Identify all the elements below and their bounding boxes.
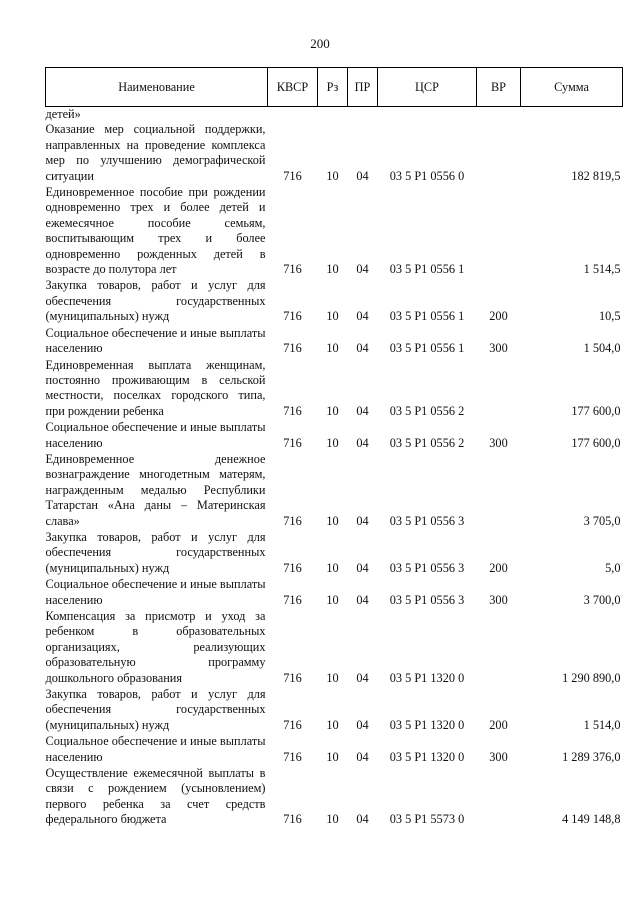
table-row: [46, 452, 623, 530]
header-sum: Сумма: [521, 68, 623, 107]
header-name: Наименование: [46, 68, 268, 107]
cell-pr: 04: [356, 341, 369, 356]
cell-rz: 10: [326, 812, 339, 827]
cell-rz: 10: [326, 560, 339, 575]
cell-sum: 3 700,0: [583, 592, 621, 607]
cell-name: Единовременная выплата женщинам, постоянно проживающим в сельской местности, поселках городского типа, при рождении ребенка: [45, 357, 266, 418]
cell-vr: 300: [489, 341, 508, 356]
cell-vr: 300: [489, 749, 508, 764]
header-pr: ПР: [348, 68, 378, 107]
cell-csr: 03 5 P1 0556 1: [389, 262, 465, 277]
cell-sum: 177 600,0: [571, 403, 621, 418]
cell-pr: 04: [356, 168, 369, 183]
cell-kvsr: 716: [283, 560, 302, 575]
header-vr: ВР: [477, 68, 521, 107]
cell-csr: 03 5 P1 1320 0: [389, 717, 465, 732]
cell-kvsr: 716: [283, 168, 302, 183]
cell-kvsr: 716: [283, 812, 302, 827]
cell-name: Оказание мер социальной поддержки, направленных на проведение комплекса мер по улучшению демографической ситуации: [45, 122, 266, 183]
table-row: [46, 358, 623, 421]
table-row: [46, 687, 623, 734]
cell-sum: 182 819,5: [571, 168, 621, 183]
cell-name: Социальное обеспечение и иные выплаты населению: [45, 734, 266, 764]
cell-name: Закупка товаров, работ и услуг для обеспечения государственных (муниципальных) нужд: [45, 278, 266, 324]
cell-pr: 04: [356, 309, 369, 324]
cell-vr: [477, 766, 521, 829]
cell-csr: 03 5 P1 1320 0: [389, 749, 465, 764]
cell-vr: 300: [489, 435, 508, 450]
cell-name: Осуществление ежемесячной выплаты в связи с рождением (усыновлением) первого ребенка за счет средств федерального бюджета: [45, 766, 266, 827]
cell-csr: 03 5 P1 0556 0: [389, 168, 465, 183]
continuation-text: детей»: [45, 107, 81, 121]
cell-vr: 200: [489, 717, 508, 732]
cell-csr: 03 5 P1 0556 2: [389, 435, 465, 450]
table-row: [46, 766, 623, 829]
cell-kvsr: 716: [283, 309, 302, 324]
cell-name: Социальное обеспечение и иные выплаты населению: [45, 577, 266, 607]
table-row: [46, 122, 623, 185]
cell-name: Закупка товаров, работ и услуг для обеспечения государственных (муниципальных) нужд: [45, 529, 266, 575]
cell-pr: 04: [356, 403, 369, 418]
cell-kvsr: 716: [283, 341, 302, 356]
cell-pr: 04: [356, 717, 369, 732]
cell-pr: 04: [356, 812, 369, 827]
cell-rz: 10: [326, 717, 339, 732]
cell-rz: 10: [326, 435, 339, 450]
cell-name: Единовременное денежное вознаграждение многодетным матерям, награжденным медалью Республики Татарстан «Ана даны – Материнская слава»: [45, 451, 266, 528]
table-row: [46, 609, 623, 687]
cell-sum: 1 514,0: [583, 717, 621, 732]
cell-sum: 3 705,0: [583, 513, 621, 528]
table-row: [46, 734, 623, 766]
cell-name: Закупка товаров, работ и услуг для обеспечения государственных (муниципальных) нужд: [45, 687, 266, 732]
table-row: [46, 577, 623, 609]
cell-pr: 04: [356, 592, 369, 607]
cell-name: Единовременное пособие при рождении одновременно трех и более детей и ежемесячное пособие семьям, воспитывающим трех и более одновременно рожденных детей в возрасте до полутора лет: [45, 185, 266, 277]
cell-rz: 10: [326, 309, 339, 324]
cell-kvsr: 716: [283, 670, 302, 685]
cell-vr: [477, 122, 521, 185]
cell-kvsr: 716: [283, 262, 302, 277]
cell-rz: 10: [326, 168, 339, 183]
cell-pr: 04: [356, 749, 369, 764]
cell-csr: 03 5 P1 0556 3: [389, 592, 465, 607]
table-row: [46, 185, 623, 278]
cell-vr: 300: [489, 592, 508, 607]
cell-rz: 10: [326, 403, 339, 418]
cell-csr: 03 5 P1 0556 3: [389, 560, 465, 575]
cell-rz: 10: [326, 749, 339, 764]
cell-pr: 04: [356, 513, 369, 528]
cell-sum: 5,0: [605, 560, 621, 575]
cell-csr: 03 5 P1 5573 0: [389, 812, 465, 827]
header-csr: ЦСР: [378, 68, 477, 107]
cell-sum: 4 149 148,8: [562, 812, 621, 827]
table-row: [46, 326, 623, 358]
table-row: [46, 420, 623, 452]
cell-vr: 200: [489, 560, 508, 575]
cell-sum: 1 504,0: [583, 341, 621, 356]
cell-vr: [477, 452, 521, 530]
cell-sum: 1 289 376,0: [562, 749, 621, 764]
cell-csr: 03 5 P1 0556 3: [389, 513, 465, 528]
cell-vr: [477, 358, 521, 421]
cell-pr: 04: [356, 670, 369, 685]
cell-rz: 10: [326, 341, 339, 356]
cell-csr: 03 5 P1 1320 0: [389, 670, 465, 685]
cell-name: Компенсация за присмотр и уход за ребенком в образовательных организациях, реализующих образовательную программу дошкольного образования: [45, 609, 266, 685]
cell-sum: 1 290 890,0: [562, 670, 621, 685]
cell-rz: 10: [326, 513, 339, 528]
cell-rz: 10: [326, 670, 339, 685]
table-row: [46, 530, 623, 577]
header-kvsr: КВСР: [268, 68, 318, 107]
budget-table: [45, 67, 623, 829]
cell-csr: 03 5 P1 0556 1: [389, 309, 465, 324]
cell-kvsr: 716: [283, 435, 302, 450]
cell-vr: [477, 609, 521, 687]
cell-name: Социальное обеспечение и иные выплаты населению: [45, 325, 266, 356]
header-rz: Рз: [318, 68, 348, 107]
cell-csr: 03 5 P1 0556 2: [389, 403, 465, 418]
cell-pr: 04: [356, 262, 369, 277]
cell-vr: [477, 185, 521, 278]
cell-kvsr: 716: [283, 749, 302, 764]
page-number: 200: [310, 36, 330, 51]
cell-kvsr: 716: [283, 403, 302, 418]
cell-sum: 1 514,5: [583, 262, 621, 277]
cell-pr: 04: [356, 560, 369, 575]
cell-vr: 200: [489, 309, 508, 324]
table-body: [46, 107, 623, 829]
cell-kvsr: 716: [283, 717, 302, 732]
cell-csr: 03 5 P1 0556 1: [389, 341, 465, 356]
table-header: [46, 68, 623, 107]
cell-pr: 04: [356, 435, 369, 450]
cell-sum: 10,5: [598, 309, 621, 324]
table-row: [46, 278, 623, 325]
cell-kvsr: 716: [283, 513, 302, 528]
cell-rz: 10: [326, 262, 339, 277]
cell-sum: 177 600,0: [571, 435, 621, 450]
cell-kvsr: 716: [283, 592, 302, 607]
cell-rz: 10: [326, 592, 339, 607]
continuation-row: [46, 107, 623, 123]
cell-name: Социальное обеспечение и иные выплаты населению: [45, 420, 266, 450]
